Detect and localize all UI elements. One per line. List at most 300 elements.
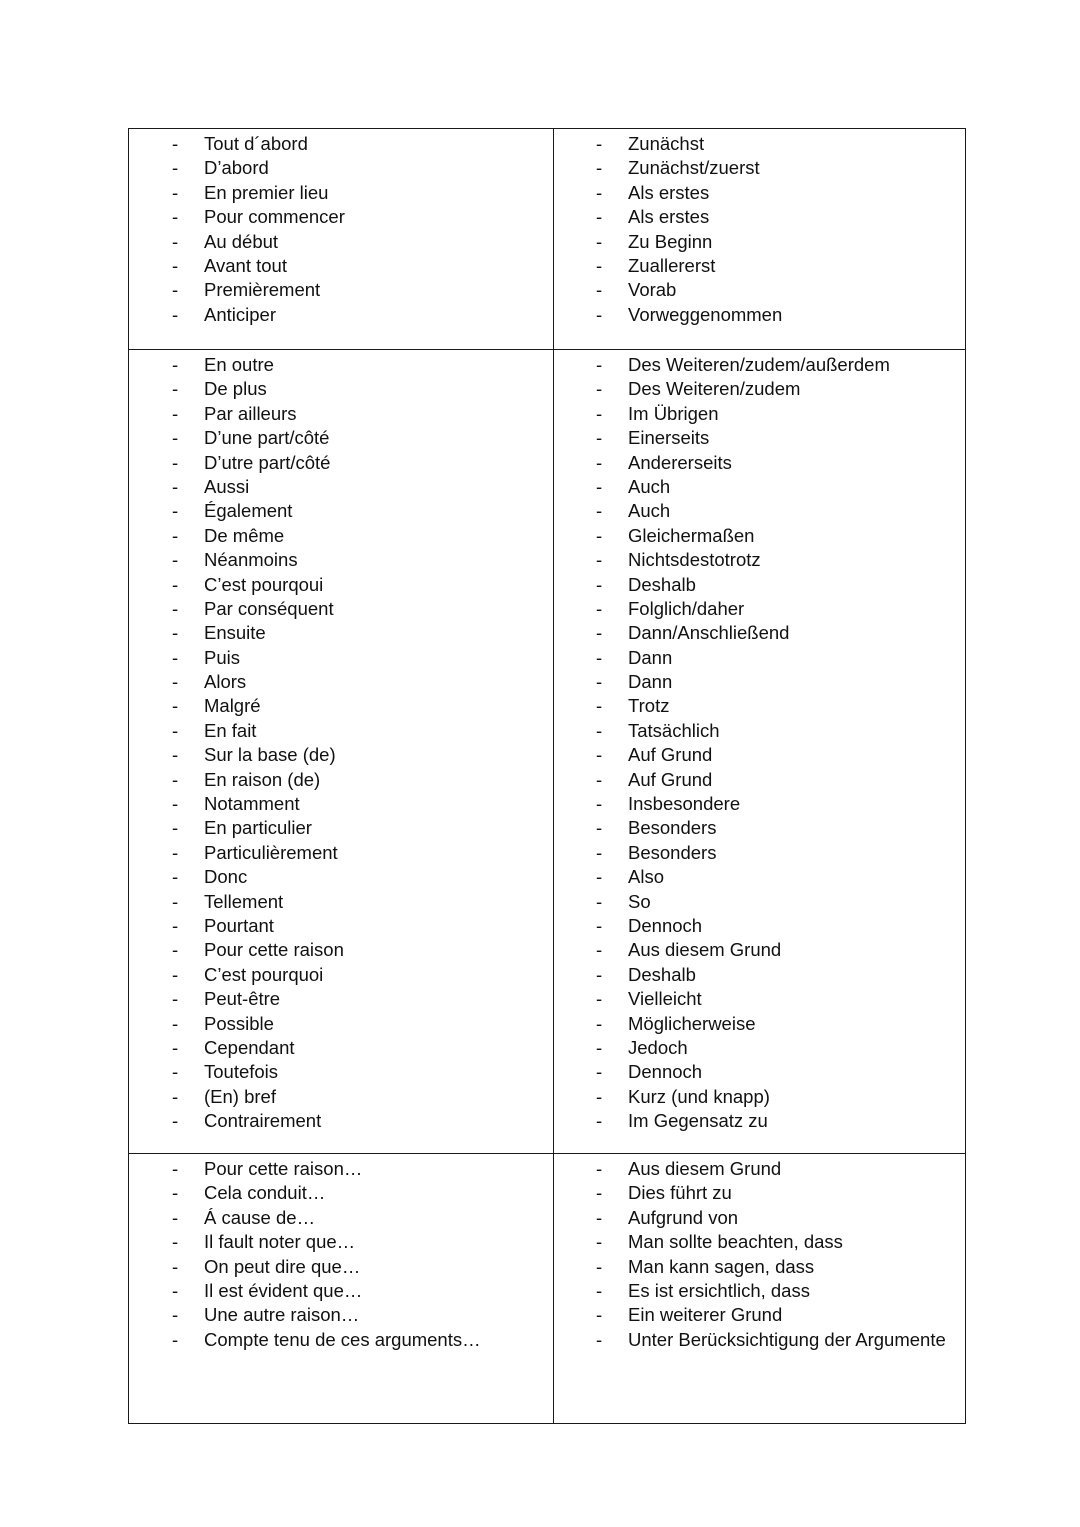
french-phrase: Possible <box>204 1012 274 1034</box>
german-phrase: Man sollte beachten, dass <box>628 1231 843 1253</box>
bullet-dash: - <box>596 890 603 912</box>
bullet-dash: - <box>596 549 603 571</box>
french-phrase: Par conséquent <box>204 597 334 619</box>
list-item <box>129 1181 553 1205</box>
french-phrase: Pour cette raison… <box>204 1158 363 1179</box>
french-phrase: Néanmoins <box>204 549 298 571</box>
french-phrase: Il fault noter que… <box>204 1231 356 1253</box>
german-cell <box>554 1154 966 1424</box>
german-phrase: Auf Grund <box>628 744 713 766</box>
list-item <box>129 499 553 523</box>
french-phrase: Contrairement <box>204 1110 322 1132</box>
bullet-dash: - <box>596 279 603 301</box>
list-item <box>129 597 553 621</box>
list-item <box>129 353 553 377</box>
german-cell <box>554 129 966 350</box>
bullet-dash: - <box>596 378 603 400</box>
list-item <box>129 230 553 254</box>
bullet-dash: - <box>596 1036 603 1058</box>
bullet-dash: - <box>172 1206 179 1228</box>
bullet-dash: - <box>172 841 179 863</box>
list-item <box>129 254 553 278</box>
bullet-dash: - <box>172 354 179 375</box>
french-phrase: En outre <box>204 354 274 375</box>
bullet-dash: - <box>172 597 179 619</box>
list-item <box>129 1255 553 1279</box>
bullet-dash: - <box>596 451 603 473</box>
list-item <box>129 132 553 156</box>
list-item <box>554 1109 965 1133</box>
bullet-dash: - <box>172 1158 179 1179</box>
list-item <box>554 1181 965 1205</box>
vocabulary-table <box>128 128 966 1424</box>
french-phrase: Premièrement <box>204 279 321 301</box>
list-item <box>554 426 965 450</box>
bullet-dash: - <box>172 1110 179 1132</box>
list-item <box>129 865 553 889</box>
bullet-dash: - <box>172 646 179 668</box>
bullet-dash: - <box>596 744 603 766</box>
french-phrase: C’est pourqoui <box>204 573 324 595</box>
french-phrase: Ensuite <box>204 622 266 644</box>
bullet-dash: - <box>596 914 603 936</box>
german-phrase: Kurz (und knapp) <box>628 1085 770 1107</box>
bullet-dash: - <box>172 890 179 912</box>
french-phrase: Donc <box>204 866 248 888</box>
french-phrase: De plus <box>204 378 267 400</box>
bullet-dash: - <box>596 402 603 424</box>
list-item <box>554 865 965 889</box>
list-item <box>554 963 965 987</box>
bullet-dash: - <box>172 817 179 839</box>
bullet-dash: - <box>172 622 179 644</box>
french-phrase: D’une part/côté <box>204 427 330 449</box>
bullet-dash: - <box>172 1012 179 1034</box>
german-phrase: Im Übrigen <box>628 402 719 424</box>
german-phrase: Folglich/daher <box>628 597 745 619</box>
list-item <box>129 451 553 475</box>
list-item <box>129 1085 553 1109</box>
bullet-dash: - <box>596 1328 603 1350</box>
german-phrase: Vielleicht <box>628 988 702 1010</box>
list-item <box>554 353 965 377</box>
list-item <box>129 1303 553 1327</box>
bullet-dash: - <box>172 793 179 815</box>
list-item <box>129 816 553 840</box>
list-item <box>554 1060 965 1084</box>
bullet-dash: - <box>596 133 603 154</box>
bullet-dash: - <box>172 1255 179 1277</box>
french-phrase: Particulièrement <box>204 841 338 863</box>
bullet-dash: - <box>172 378 179 400</box>
bullet-dash: - <box>172 939 179 961</box>
list-item <box>129 1060 553 1084</box>
list-item <box>554 1328 965 1352</box>
german-phrase: Auch <box>628 500 671 522</box>
bullet-dash: - <box>596 1110 603 1132</box>
list-item <box>129 1279 553 1303</box>
list-item <box>554 402 965 426</box>
list-item <box>554 548 965 572</box>
bullet-dash: - <box>172 1085 179 1107</box>
german-phrase: Nichtsdestotrotz <box>628 549 761 571</box>
bullet-dash: - <box>596 427 603 449</box>
bullet-dash: - <box>596 695 603 717</box>
bullet-dash: - <box>172 1231 179 1253</box>
german-phrase: Möglicherweise <box>628 1012 756 1034</box>
list-item <box>554 573 965 597</box>
french-phrase: Á cause de… <box>204 1206 316 1228</box>
list-item <box>554 719 965 743</box>
german-phrase: Des Weiteren/zudem <box>628 378 801 400</box>
list-item <box>554 1206 965 1230</box>
list-item <box>129 694 553 718</box>
french-phrase: Pourtant <box>204 914 274 936</box>
german-phrase: Auf Grund <box>628 768 713 790</box>
german-phrase: Vorab <box>628 279 677 301</box>
bullet-dash: - <box>172 500 179 522</box>
bullet-dash: - <box>596 500 603 522</box>
bullet-dash: - <box>596 303 603 325</box>
bullet-dash: - <box>596 671 603 693</box>
bullet-dash: - <box>172 914 179 936</box>
list-item <box>129 205 553 229</box>
table-row <box>129 129 966 350</box>
bullet-dash: - <box>596 1182 603 1204</box>
german-phrase: Dies führt zu <box>628 1182 732 1204</box>
french-phrase: On peut dire que… <box>204 1255 361 1277</box>
french-phrase: En fait <box>204 719 257 741</box>
german-phrase: Im Gegensatz zu <box>628 1110 768 1132</box>
bullet-dash: - <box>596 1206 603 1228</box>
german-phrase: Des Weiteren/zudem/außerdem <box>628 354 890 375</box>
list-item <box>129 621 553 645</box>
french-phrase: Pour cette raison <box>204 939 344 961</box>
bullet-dash: - <box>596 963 603 985</box>
list-item <box>129 1036 553 1060</box>
bullet-dash: - <box>596 157 603 179</box>
french-phrase: Tout d´abord <box>204 133 308 154</box>
list-item <box>129 1206 553 1230</box>
german-phrase-list <box>554 350 965 1134</box>
list-item <box>554 1230 965 1254</box>
bullet-dash: - <box>596 939 603 961</box>
bullet-dash: - <box>172 303 179 325</box>
bullet-dash: - <box>596 1231 603 1253</box>
german-phrase: Also <box>628 866 664 888</box>
german-phrase: Gleichermaßen <box>628 524 755 546</box>
bullet-dash: - <box>172 695 179 717</box>
bullet-dash: - <box>172 1279 179 1301</box>
french-phrase: En raison (de) <box>204 768 321 790</box>
list-item <box>554 451 965 475</box>
french-phrase: Compte tenu de ces arguments… <box>204 1328 481 1350</box>
german-phrase: Als erstes <box>628 206 710 228</box>
german-phrase-list <box>554 129 965 327</box>
list-item <box>554 1157 965 1181</box>
german-phrase: Tatsächlich <box>628 719 720 741</box>
list-item <box>129 1230 553 1254</box>
bullet-dash: - <box>596 866 603 888</box>
bullet-dash: - <box>172 549 179 571</box>
bullet-dash: - <box>172 1061 179 1083</box>
bullet-dash: - <box>172 1182 179 1204</box>
list-item <box>129 524 553 548</box>
list-item <box>554 132 965 156</box>
list-item <box>554 1255 965 1279</box>
list-item <box>554 1303 965 1327</box>
german-phrase: Deshalb <box>628 573 696 595</box>
german-phrase: Ein weiterer Grund <box>628 1304 783 1326</box>
german-phrase: Dann <box>628 646 673 668</box>
german-phrase: Dann/Anschließend <box>628 622 790 644</box>
bullet-dash: - <box>172 573 179 595</box>
list-item <box>554 303 965 327</box>
bullet-dash: - <box>596 254 603 276</box>
french-phrase: Alors <box>204 671 247 693</box>
list-item <box>129 914 553 938</box>
list-item <box>129 573 553 597</box>
german-phrase: Unter Berücksichtigung der Argumente <box>628 1328 946 1350</box>
bullet-dash: - <box>596 573 603 595</box>
german-phrase: Dennoch <box>628 1061 703 1083</box>
bullet-dash: - <box>596 768 603 790</box>
bullet-dash: - <box>596 1061 603 1083</box>
list-item <box>554 499 965 523</box>
french-phrase: En particulier <box>204 817 312 839</box>
bullet-dash: - <box>172 1328 179 1350</box>
french-phrase-list <box>129 350 553 1134</box>
french-phrase: Une autre raison… <box>204 1304 360 1326</box>
bullet-dash: - <box>172 524 179 546</box>
french-phrase: Aussi <box>204 475 250 497</box>
french-phrase-list <box>129 1154 553 1352</box>
list-item <box>554 768 965 792</box>
bullet-dash: - <box>596 817 603 839</box>
bullet-dash: - <box>172 451 179 473</box>
list-item <box>129 987 553 1011</box>
list-item <box>129 963 553 987</box>
table-row <box>129 1154 966 1424</box>
german-phrase: Trotz <box>628 695 670 717</box>
german-phrase-list <box>554 1154 965 1352</box>
list-item <box>554 694 965 718</box>
bullet-dash: - <box>596 597 603 619</box>
bullet-dash: - <box>596 622 603 644</box>
bullet-dash: - <box>172 1304 179 1326</box>
french-phrase: En premier lieu <box>204 181 329 203</box>
french-phrase: Également <box>204 500 293 522</box>
bullet-dash: - <box>172 402 179 424</box>
list-item <box>554 524 965 548</box>
bullet-dash: - <box>596 354 603 375</box>
french-phrase: C’est pourquoi <box>204 963 324 985</box>
french-phrase: Malgré <box>204 695 261 717</box>
german-phrase: Zu Beginn <box>628 230 713 252</box>
french-cell <box>129 1154 554 1424</box>
german-phrase: Zunächst <box>628 133 705 154</box>
bullet-dash: - <box>596 181 603 203</box>
list-item <box>554 841 965 865</box>
list-item <box>129 938 553 962</box>
german-phrase: Jedoch <box>628 1036 688 1058</box>
list-item <box>129 743 553 767</box>
list-item <box>129 792 553 816</box>
bullet-dash: - <box>596 475 603 497</box>
list-item <box>554 670 965 694</box>
french-phrase: Cela conduit… <box>204 1182 326 1204</box>
german-phrase: Deshalb <box>628 963 696 985</box>
german-phrase: Aus diesem Grund <box>628 939 782 961</box>
list-item <box>129 181 553 205</box>
german-phrase: Auch <box>628 475 671 497</box>
german-phrase: Besonders <box>628 817 717 839</box>
list-item <box>129 890 553 914</box>
bullet-dash: - <box>172 157 179 179</box>
bullet-dash: - <box>172 133 179 154</box>
list-item <box>129 278 553 302</box>
german-cell <box>554 350 966 1154</box>
list-item <box>554 1012 965 1036</box>
french-cell <box>129 350 554 1154</box>
bullet-dash: - <box>596 793 603 815</box>
list-item <box>129 1012 553 1036</box>
bullet-dash: - <box>596 524 603 546</box>
list-item <box>554 792 965 816</box>
list-item <box>129 303 553 327</box>
list-item <box>129 156 553 180</box>
list-item <box>554 1085 965 1109</box>
german-phrase: Besonders <box>628 841 717 863</box>
bullet-dash: - <box>596 1158 603 1179</box>
bullet-dash: - <box>172 1036 179 1058</box>
german-phrase: Vorweggenommen <box>628 303 783 325</box>
bullet-dash: - <box>172 866 179 888</box>
french-phrase: Au début <box>204 230 279 252</box>
list-item <box>554 597 965 621</box>
bullet-dash: - <box>172 230 179 252</box>
german-phrase: Zuallererst <box>628 254 716 276</box>
french-phrase: Par ailleurs <box>204 402 297 424</box>
bullet-dash: - <box>172 279 179 301</box>
list-item <box>554 377 965 401</box>
list-item <box>554 914 965 938</box>
french-phrase: Peut-être <box>204 988 281 1010</box>
german-phrase: Dann <box>628 671 673 693</box>
german-phrase: Einerseits <box>628 427 710 449</box>
list-item <box>554 1279 965 1303</box>
list-item <box>554 475 965 499</box>
french-phrase: Il est évident que… <box>204 1279 363 1301</box>
german-phrase: Dennoch <box>628 914 703 936</box>
list-item <box>554 987 965 1011</box>
bullet-dash: - <box>172 988 179 1010</box>
bullet-dash: - <box>596 1304 603 1326</box>
table-row <box>129 350 966 1154</box>
bullet-dash: - <box>596 1012 603 1034</box>
list-item <box>129 402 553 426</box>
french-phrase: Avant tout <box>204 254 287 276</box>
list-item <box>129 548 553 572</box>
french-phrase: D’utre part/côté <box>204 451 331 473</box>
list-item <box>554 621 965 645</box>
bullet-dash: - <box>596 1279 603 1301</box>
french-phrase: Anticiper <box>204 303 276 325</box>
french-phrase: Toutefois <box>204 1061 279 1083</box>
list-item <box>554 890 965 914</box>
french-cell <box>129 129 554 350</box>
bullet-dash: - <box>172 719 179 741</box>
bullet-dash: - <box>172 744 179 766</box>
german-phrase: Aus diesem Grund <box>628 1158 782 1179</box>
list-item <box>129 475 553 499</box>
german-phrase: Aufgrund von <box>628 1206 739 1228</box>
list-item <box>129 841 553 865</box>
bullet-dash: - <box>596 841 603 863</box>
bullet-dash: - <box>172 768 179 790</box>
bullet-dash: - <box>596 988 603 1010</box>
french-phrase-list <box>129 129 553 327</box>
list-item <box>554 230 965 254</box>
list-item <box>554 181 965 205</box>
german-phrase: Zunächst/zuerst <box>628 157 760 179</box>
list-item <box>554 278 965 302</box>
french-phrase: Sur la base (de) <box>204 744 336 766</box>
list-item <box>129 1157 553 1181</box>
german-phrase: So <box>628 890 651 912</box>
list-item <box>554 156 965 180</box>
bullet-dash: - <box>172 206 179 228</box>
bullet-dash: - <box>596 206 603 228</box>
list-item <box>554 1036 965 1060</box>
german-phrase: Man kann sagen, dass <box>628 1255 815 1277</box>
german-phrase: Andererseits <box>628 451 732 473</box>
french-phrase: Tellement <box>204 890 284 912</box>
list-item <box>554 205 965 229</box>
list-item <box>129 426 553 450</box>
bullet-dash: - <box>172 963 179 985</box>
german-phrase: Insbesondere <box>628 793 741 815</box>
list-item <box>129 1109 553 1133</box>
list-item <box>554 938 965 962</box>
list-item <box>129 377 553 401</box>
list-item <box>554 743 965 767</box>
french-phrase: De même <box>204 524 285 546</box>
list-item <box>129 1328 553 1352</box>
bullet-dash: - <box>172 254 179 276</box>
french-phrase: Puis <box>204 646 240 668</box>
bullet-dash: - <box>172 181 179 203</box>
list-item <box>554 646 965 670</box>
bullet-dash: - <box>172 475 179 497</box>
bullet-dash: - <box>596 646 603 668</box>
list-item <box>129 646 553 670</box>
list-item <box>129 719 553 743</box>
bullet-dash: - <box>596 230 603 252</box>
list-item <box>554 254 965 278</box>
bullet-dash: - <box>596 719 603 741</box>
german-phrase: Als erstes <box>628 181 710 203</box>
bullet-dash: - <box>596 1085 603 1107</box>
bullet-dash: - <box>596 1255 603 1277</box>
french-phrase: D’abord <box>204 157 269 179</box>
bullet-dash: - <box>172 427 179 449</box>
list-item <box>129 670 553 694</box>
french-phrase: Cependant <box>204 1036 295 1058</box>
french-phrase: Pour commencer <box>204 206 345 228</box>
french-phrase: (En) bref <box>204 1085 276 1107</box>
list-item <box>554 816 965 840</box>
